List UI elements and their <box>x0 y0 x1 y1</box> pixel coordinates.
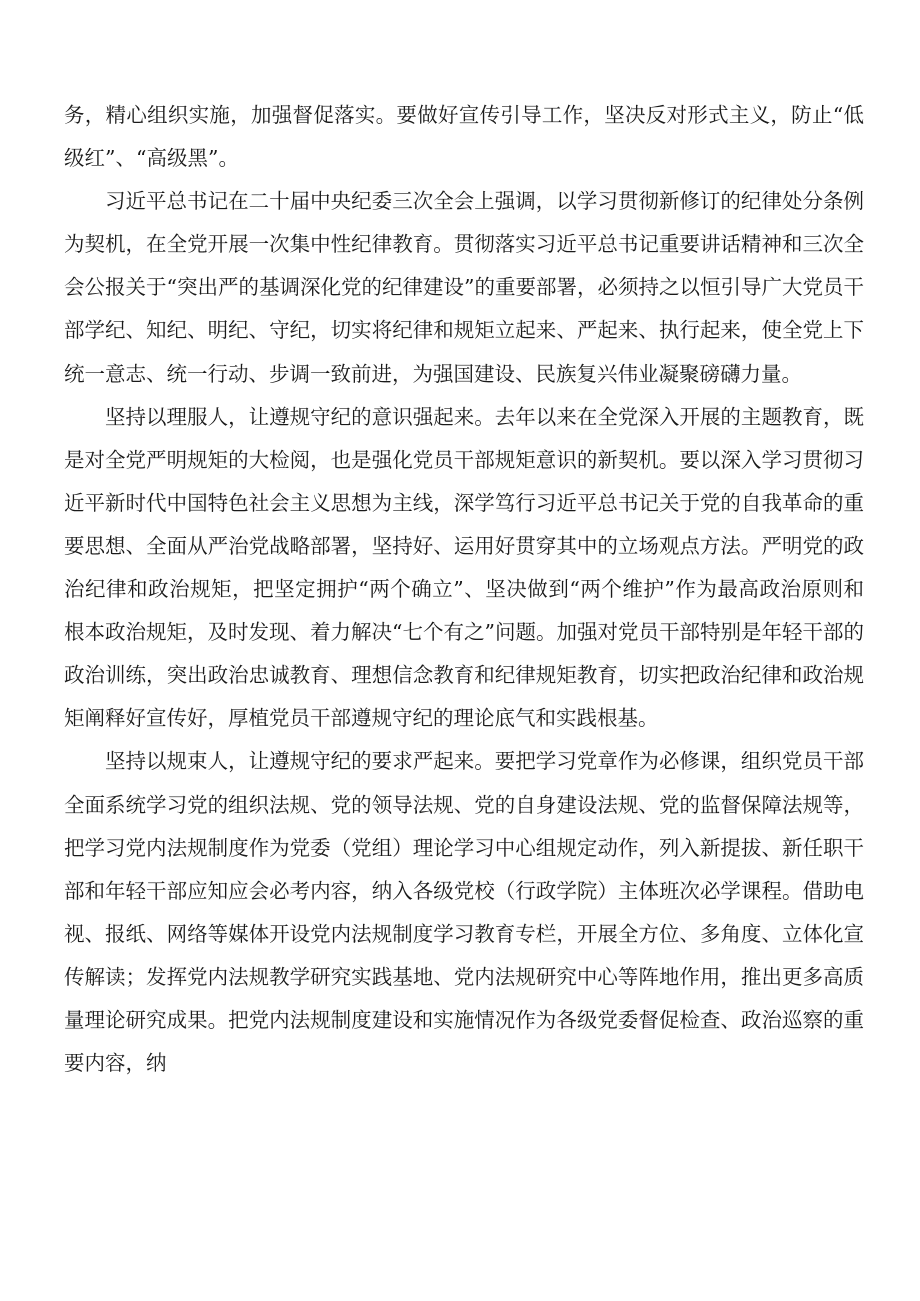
document-body <box>64 94 864 1085</box>
paragraph-2: 习近平总书记在二十届中央纪委三次全会上强调，以学习贯彻新修订的纪律处分条例为契机，在全党开展一次集中性纪律教育。贯彻落实习近平总书记重要讲话精神和三次全会公报关于“突出严的基调深化党的纪律建设”的重要部署，必须持之以恒引导广大党员干部学纪、知纪、明纪、守纪，切实将纪律和规矩立起来、严起来、执行起来，使全党上下统一意志、统一行动、步调一致前进，为强国建设、民族复兴伟业凝聚磅礴力量。 <box>64 189 864 386</box>
paragraph-3: 坚持以理服人，让遵规守纪的意识强起来。去年以来在全党深入开展的主题教育，既是对全党严明规矩的大检阅，也是强化党员干部规矩意识的新契机。要以深入学习贯彻习近平新时代中国特色社会主义思想为主线，深学笃行习近平总书记关于党的自我革命的重要思想、全面从严治党战略部署，坚持好、运用好贯穿其中的立场观点方法。严明党的政治纪律和政治规矩，把坚定拥护“两个确立”、坚决做到“两个维护”作为最高政治原则和根本政治规矩，及时发现、着力解决“七个有之”问题。加强对党员干部特别是年轻干部的政治训练，突出政治忠诚教育、理想信念教育和纪律规矩教育，切实把政治纪律和政治规矩阐释好宣传好，厚植党员干部遵规守纪的理论底气和实践根基。 <box>64 404 864 731</box>
paragraph-1: 务，精心组织实施，加强督促落实。要做好宣传引导工作，坚决反对形式主义，防止“低级红”、“高级黑”。 <box>64 103 864 171</box>
paragraph-4: 坚持以规束人，让遵规守纪的要求严起来。要把学习党章作为必修课，组织党员干部全面系统学习党的组织法规、党的领导法规、党的自身建设法规、党的监督保障法规等，把学习党内法规制度作为党委（党组）理论学习中心组规定动作，列入新提拔、新任职干部和年轻干部应知应会必考内容，纳入各级党校（行政学院）主体班次必学课程。借助电视、报纸、网络等媒体开设党内法规制度学习教育专栏，开展全方位、多角度、立体化宣传解读；发挥党内法规教学研究实践基地、党内法规研究中心等阵地作用，推出更多高质量理论研究成果。把党内法规制度建设和实施情况作为各级党委督促检查、政治巡察的重要内容，纳 <box>64 749 864 1076</box>
